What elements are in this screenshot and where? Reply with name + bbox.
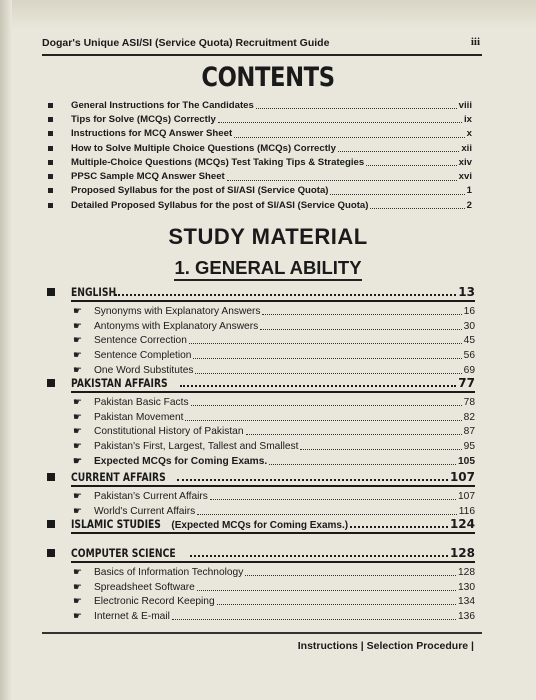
- section-title: CURRENT AFFAIRS: [71, 470, 166, 484]
- contents-list: [48, 98, 472, 212]
- pointing-hand-icon: ☛: [73, 305, 82, 317]
- section-header: [47, 376, 475, 390]
- section-page: 13: [458, 285, 475, 299]
- item-title: One Word Substitutes: [94, 364, 194, 376]
- square-bullet-icon: [48, 103, 53, 108]
- square-bullet-icon: [47, 520, 55, 528]
- dot-leader: [185, 414, 461, 421]
- running-header-title: Dogar's Unique ASI/SI (Service Quota) Recruitment Guide: [42, 37, 330, 49]
- section-underline: [71, 532, 475, 534]
- pointing-hand-icon: ☛: [73, 320, 82, 332]
- dot-leader: [366, 158, 456, 166]
- list-item: [73, 439, 475, 454]
- pointing-hand-icon: ☛: [73, 364, 82, 376]
- section-header: [47, 517, 475, 531]
- dot-leader: [300, 443, 461, 450]
- page-binding-edge: [0, 0, 12, 700]
- square-bullet-icon: [48, 117, 53, 122]
- page-number: iii: [470, 36, 480, 48]
- item-title: Sentence Correction: [94, 335, 187, 347]
- section-items: [73, 395, 475, 468]
- dot-leader: [218, 115, 462, 123]
- section-page: 77: [458, 376, 475, 390]
- toc-entry-page: xii: [461, 142, 472, 154]
- toc-entry: [48, 198, 472, 212]
- general-ability-heading-text: 1. GENERAL ABILITY: [174, 257, 361, 281]
- list-item: [73, 609, 475, 624]
- square-bullet-icon: [48, 160, 53, 165]
- pointing-hand-icon: ☛: [73, 490, 82, 502]
- dot-leader: [227, 173, 457, 181]
- toc-entry-title: How to Solve Multiple Choice Questions (MCQs) Correctly: [71, 142, 336, 154]
- item-page: 116: [458, 505, 475, 517]
- dot-leader: [189, 337, 462, 344]
- list-item: [73, 304, 475, 319]
- pointing-hand-icon: ☛: [73, 411, 82, 423]
- contents-heading: CONTENTS: [201, 62, 335, 93]
- item-title: Pakistan Basic Facts: [94, 396, 189, 408]
- square-bullet-icon: [48, 131, 53, 136]
- square-bullet-icon: [47, 473, 55, 481]
- item-page: 82: [463, 411, 475, 423]
- item-page: 130: [458, 581, 475, 593]
- square-bullet-icon: [48, 203, 53, 208]
- section-pakistan-affairs: [47, 376, 475, 468]
- section-subtitle: (Expected MCQs for Coming Exams.): [171, 520, 349, 531]
- general-ability-heading: [0, 257, 536, 279]
- square-bullet-icon: [47, 288, 55, 296]
- section-underline: [71, 485, 475, 487]
- dot-leader: [256, 101, 457, 109]
- pointing-hand-icon: ☛: [73, 596, 82, 608]
- dot-leader: [246, 428, 462, 435]
- pointing-hand-icon: ☛: [73, 335, 82, 347]
- section-page: 124: [449, 517, 475, 531]
- toc-entry: [48, 155, 472, 169]
- item-title: World's Current Affairs: [94, 505, 196, 517]
- section-header: [47, 285, 475, 299]
- list-item: [73, 489, 475, 504]
- dot-leader: [262, 308, 461, 315]
- dot-leader: [172, 613, 456, 620]
- square-bullet-icon: [48, 188, 53, 193]
- item-title: Pakistan's Current Affairs: [94, 490, 208, 502]
- item-page: 56: [463, 349, 475, 361]
- section-items: [73, 304, 475, 377]
- item-page: 136: [458, 610, 475, 622]
- toc-entry-title: General Instructions for The Candidates: [71, 99, 254, 111]
- item-page: 45: [463, 335, 475, 347]
- dot-leader: [180, 385, 456, 387]
- pointing-hand-icon: ☛: [73, 566, 82, 578]
- item-page: 16: [463, 305, 475, 317]
- dot-leader: [197, 508, 457, 515]
- pointing-hand-icon: ☛: [73, 581, 82, 593]
- section-title: PAKISTAN AFFAIRS: [71, 376, 168, 390]
- running-footer: Instructions | Selection Procedure |: [297, 640, 474, 652]
- list-item: [73, 410, 475, 425]
- page-shadow-band: [0, 0, 536, 30]
- toc-entry-page: viii: [458, 99, 472, 111]
- dot-leader: [195, 367, 461, 374]
- toc-entry-page: x: [466, 128, 472, 140]
- section-page: 128: [449, 546, 475, 560]
- toc-entry: [48, 112, 472, 126]
- section-items: [73, 565, 475, 624]
- item-title: Sentence Completion: [94, 349, 192, 361]
- item-page: 95: [463, 440, 475, 452]
- toc-entry-title: Tips for Solve (MCQs) Correctly: [71, 113, 216, 125]
- dot-leader: [370, 201, 464, 209]
- dot-leader: [245, 569, 456, 576]
- section-title: ENGLISH: [71, 285, 117, 299]
- item-page: 30: [463, 320, 475, 332]
- list-item: [73, 319, 475, 334]
- toc-entry: [48, 169, 472, 183]
- item-page: 134: [458, 596, 475, 608]
- running-header: [42, 36, 482, 56]
- toc-entry-title: Proposed Syllabus for the post of SI/ASI (Service Quota): [71, 185, 329, 197]
- section-english: [47, 285, 475, 377]
- section-title: ISLAMIC STUDIES: [71, 517, 161, 531]
- item-title: Pakistan's First, Largest, Tallest and Smallest: [94, 440, 299, 452]
- item-page: 87: [463, 426, 475, 438]
- pointing-hand-icon: ☛: [73, 505, 82, 517]
- pointing-hand-icon: ☛: [73, 349, 82, 361]
- pointing-hand-icon: ☛: [73, 426, 82, 438]
- list-item: [73, 333, 475, 348]
- section-islamic-studies: [47, 517, 475, 534]
- toc-entry-page: xiv: [458, 156, 472, 168]
- section-header: [47, 546, 475, 560]
- toc-entry: [48, 184, 472, 198]
- item-title: Pakistan Movement: [94, 411, 184, 423]
- section-title: COMPUTER SCIENCE: [71, 546, 176, 560]
- toc-entry-page: 2: [466, 199, 472, 211]
- dot-leader: [210, 493, 456, 500]
- dot-leader: [217, 598, 456, 605]
- section-items: [73, 489, 475, 518]
- dot-leader: [177, 479, 448, 481]
- dot-leader: [269, 458, 456, 465]
- item-page: 78: [463, 396, 475, 408]
- pointing-hand-icon: ☛: [73, 455, 82, 467]
- list-item: [73, 594, 475, 609]
- list-item: [73, 424, 475, 439]
- item-title: Expected MCQs for Coming Exams.: [94, 455, 268, 467]
- pointing-hand-icon: ☛: [73, 396, 82, 408]
- square-bullet-icon: [48, 174, 53, 179]
- list-item: [73, 565, 475, 580]
- dot-leader: [260, 323, 461, 330]
- section-header: [47, 470, 475, 484]
- item-title: Constitutional History of Pakistan: [94, 426, 244, 438]
- dot-leader: [350, 526, 448, 528]
- dot-leader: [197, 584, 456, 591]
- dot-leader: [191, 399, 462, 406]
- dot-leader: [190, 555, 448, 557]
- section-underline: [71, 561, 475, 563]
- list-item: [73, 348, 475, 363]
- dot-leader: [234, 130, 464, 138]
- section-current-affairs: [47, 470, 475, 518]
- item-page: 105: [458, 455, 475, 467]
- toc-entry-title: Instructions for MCQ Answer Sheet: [71, 128, 233, 140]
- toc-entry-title: PPSC Sample MCQ Answer Sheet: [71, 171, 225, 183]
- square-bullet-icon: [47, 549, 55, 557]
- item-title: Basics of Information Technology: [94, 566, 244, 578]
- toc-entry-title: Multiple-Choice Questions (MCQs) Test Taking Tips & Strategies: [71, 156, 365, 168]
- item-page: 69: [463, 364, 475, 376]
- section-computer-science: [47, 546, 475, 624]
- pointing-hand-icon: ☛: [73, 610, 82, 622]
- square-bullet-icon: [48, 146, 53, 151]
- toc-entry-page: ix: [463, 113, 472, 125]
- list-item: [73, 395, 475, 410]
- section-underline: [71, 300, 475, 302]
- section-page: 107: [449, 470, 475, 484]
- item-page: 128: [458, 566, 475, 578]
- toc-entry-page: xvi: [458, 171, 472, 183]
- toc-entry-page: 1: [466, 185, 472, 197]
- footer-rule: [42, 632, 482, 634]
- item-title: Electronic Record Keeping: [94, 596, 215, 608]
- toc-entry: [48, 141, 472, 155]
- list-item: [73, 454, 475, 469]
- dot-leader: [193, 352, 461, 359]
- study-material-heading: STUDY MATERIAL: [168, 224, 368, 249]
- item-title: Synonyms with Explanatory Answers: [94, 305, 261, 317]
- toc-entry: [48, 127, 472, 141]
- item-title: Internet & E-mail: [94, 610, 170, 622]
- dot-leader: [115, 294, 456, 296]
- item-page: 107: [458, 490, 475, 502]
- dot-leader: [338, 144, 459, 152]
- section-underline: [71, 391, 475, 393]
- toc-entry-title: Detailed Proposed Syllabus for the post of SI/ASI (Service Quota): [71, 199, 369, 211]
- item-title: Antonyms with Explanatory Answers: [94, 320, 259, 332]
- toc-entry: [48, 98, 472, 112]
- list-item: [73, 580, 475, 595]
- pointing-hand-icon: ☛: [73, 440, 82, 452]
- square-bullet-icon: [47, 379, 55, 387]
- item-title: Spreadsheet Software: [94, 581, 195, 593]
- dot-leader: [330, 187, 464, 195]
